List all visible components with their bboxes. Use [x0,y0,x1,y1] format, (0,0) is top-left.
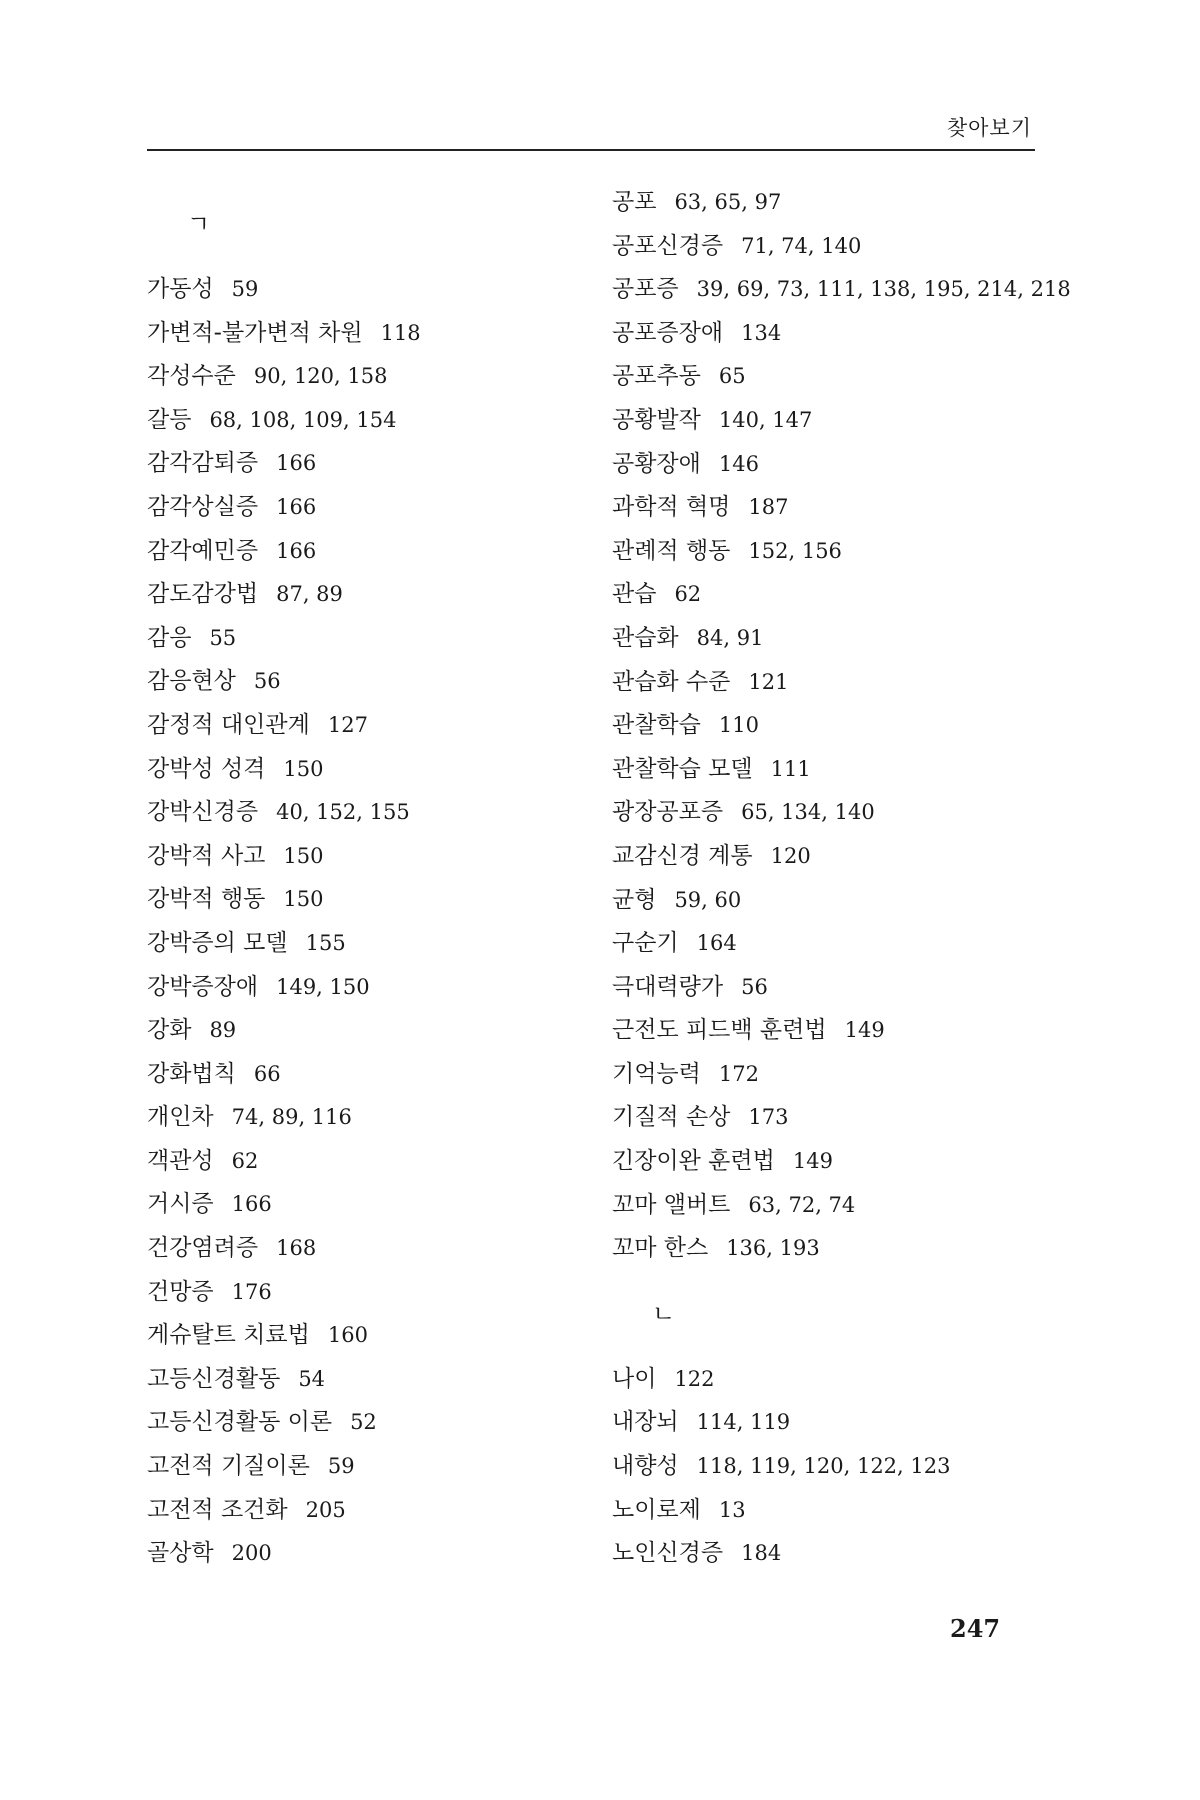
index-term: 고등신경활동 [147,1365,281,1392]
index-entry [147,922,577,966]
index-entry [147,660,577,704]
section-letter: ㄴ [652,1299,676,1328]
index-entry [612,486,1082,530]
index-page-refs: 187 [748,495,789,520]
index-entry [147,355,577,399]
index-page-refs: 166 [231,1192,272,1217]
index-entry-list [612,1358,1082,1576]
index-entry [147,878,577,922]
index-term: 고전적 조건화 [147,1496,288,1523]
index-page-refs: 118, 119, 120, 122, 123 [696,1454,951,1479]
index-entry [612,1489,1082,1533]
index-entry [612,835,1082,879]
index-term: 관습화 [612,624,679,651]
index-entry [147,835,577,879]
index-page-refs: 89 [209,1018,237,1043]
index-page-refs: 149, 150 [276,974,370,999]
index-entry [612,879,1082,923]
index-term: 강박성 성격 [147,755,266,782]
index-entry-list [147,268,577,1576]
index-entry [612,617,1082,661]
index-term: 내향성 [612,1453,679,1480]
index-term: 공포신경증 [612,232,724,259]
index-page-refs: 127 [327,712,368,737]
index-entry [147,1314,577,1358]
index-term: 노인신경증 [612,1540,724,1567]
index-page-refs: 68, 108, 109, 154 [209,407,397,432]
index-term: 강박증의 모델 [147,929,288,956]
index-page-refs: 40, 152, 155 [276,800,410,825]
index-entry [612,1096,1082,1140]
index-page-refs: 120 [770,843,811,868]
index-term: 감정적 대인관계 [147,711,310,738]
index-page-refs: 84, 91 [696,625,764,650]
index-entry [147,966,577,1010]
index-entry [612,181,1082,225]
index-term: 강박신경증 [147,799,259,826]
index-term: 관찰학습 모델 [612,755,753,782]
index-term: 개인차 [147,1104,214,1131]
index-entry [147,1532,577,1576]
index-page-refs: 184 [741,1541,782,1566]
index-page-refs: 166 [276,451,317,476]
index-page-refs: 166 [276,494,317,519]
index-term: 강박적 행동 [147,886,266,913]
index-page-refs: 62 [674,582,702,607]
index-page-refs: 74, 89, 116 [231,1105,352,1130]
page-number: 247 [950,1614,1001,1643]
index-entry [147,1053,577,1097]
index-term: 공포추동 [612,363,701,390]
index-page-refs: 176 [231,1279,272,1304]
index-page-refs: 87, 89 [276,582,343,607]
index-entry [612,922,1082,966]
index-term: 고전적 기질이론 [147,1453,310,1480]
index-entry [612,704,1082,748]
index-page-refs: 172 [718,1061,759,1086]
index-entry [147,1140,577,1184]
index-page-refs: 71, 74, 140 [741,233,862,258]
index-term: 골상학 [147,1540,214,1567]
index-term: 건망증 [147,1278,214,1305]
index-term: 균형 [612,886,657,913]
index-entry [147,617,577,661]
index-entry [612,1358,1082,1402]
index-page-refs: 152, 156 [748,538,842,563]
index-term: 각성수준 [147,363,236,390]
index-term: 가변적-불가변적 차원 [147,319,363,346]
index-entry [147,530,577,574]
index-page-refs: 146 [718,451,759,476]
index-page-refs: 63, 72, 74 [748,1192,856,1217]
index-entry [147,1271,577,1315]
index-entry [612,1401,1082,1445]
index-entry [147,442,577,486]
index-entry [147,791,577,835]
index-term: 관찰학습 [612,712,701,739]
index-term: 관례적 행동 [612,537,731,564]
index-entry [612,268,1082,312]
index-page-refs: 56 [253,669,281,694]
index-page-refs: 205 [305,1497,346,1522]
index-page-refs: 200 [231,1541,272,1566]
running-title: 찾아보기 [946,116,1032,140]
index-page-refs: 155 [305,930,346,955]
index-entry [612,661,1082,705]
index-term: 감응 [147,624,192,651]
index-term: 꼬마 한스 [612,1235,709,1262]
index-page-refs: 63, 65, 97 [674,190,782,214]
index-page-refs: 110 [718,713,759,738]
index-term: 긴장이완 훈련법 [612,1148,775,1175]
index-entry [147,1401,577,1445]
index-term: 관습화 수준 [612,668,731,695]
index-page-refs: 59 [231,277,259,301]
index-term: 공포증장애 [612,319,724,346]
index-page-refs: 140, 147 [718,407,813,432]
index-term: 감응현상 [147,668,236,695]
index-entry [147,1358,577,1402]
index-term: 노이로제 [612,1496,701,1523]
index-entry [612,530,1082,574]
index-entry [612,355,1082,399]
index-page-refs: 118 [380,320,421,345]
index-page-refs: 150 [283,887,324,912]
index-term: 가동성 [147,276,214,302]
index-page-refs: 150 [283,843,324,868]
index-term: 극대력량가 [612,973,724,1000]
index-entry [147,1009,577,1053]
index-page-refs: 168 [276,1236,317,1261]
index-term: 구순기 [612,930,679,957]
index-term: 공포증 [612,276,679,303]
index-page-refs: 173 [748,1105,789,1130]
index-entry [612,573,1082,617]
index-term: 나이 [612,1365,657,1392]
index-term: 거시증 [147,1191,214,1218]
index-entry [147,1227,577,1271]
index-term: 관습 [612,581,657,608]
index-page-refs: 134 [741,320,782,345]
index-entry [612,1445,1082,1489]
index-entry [612,225,1082,269]
index-page-refs: 121 [748,669,789,694]
index-term: 꼬마 앨버트 [612,1191,731,1218]
index-page-refs: 150 [283,756,324,781]
index-entry [612,791,1082,835]
index-page-refs: 149 [844,1018,885,1043]
index-page-refs: 65, 134, 140 [741,800,875,825]
index-term: 강화 [147,1017,192,1044]
index-page-refs: 62 [231,1148,259,1173]
index-term: 내장뇌 [612,1409,679,1436]
index-page-refs: 149 [792,1149,833,1174]
index-entry [147,748,577,792]
index-page-refs: 54 [298,1366,326,1391]
index-page-refs: 56 [741,974,768,999]
index-entry [147,1183,577,1227]
index-entry [612,443,1082,487]
index-term: 감각감퇴증 [147,450,259,477]
index-term: 감도감강법 [147,581,259,608]
left-column [147,181,577,1576]
index-term: 공황장애 [612,450,701,477]
index-entry [147,1445,577,1489]
index-entry [612,1532,1082,1576]
index-term: 감각예민증 [147,537,259,564]
index-entry [147,1096,577,1140]
index-entry [147,1489,577,1533]
index-term: 과학적 혁명 [612,494,731,521]
header-rule [147,149,1035,151]
index-page-refs: 39, 69, 73, 111, 138, 195, 214, 218 [696,277,1071,302]
index-page-refs: 59 [327,1454,355,1479]
index-entry [612,1140,1082,1184]
index-entry [612,1053,1082,1097]
index-term: 갈등 [147,406,192,433]
index-term: 광장공포증 [612,799,724,826]
index-term: 강박증장애 [147,973,259,1000]
index-term: 기억능력 [612,1060,701,1087]
index-term: 강박적 사고 [147,842,266,869]
index-term: 게슈탈트 치료법 [147,1322,310,1349]
index-term: 근전도 피드백 훈련법 [612,1017,827,1044]
index-term: 공포 [612,189,657,215]
index-page-refs: 66 [253,1061,281,1086]
index-entry [147,312,577,356]
index-term: 기질적 손상 [612,1104,731,1131]
index-page-refs: 13 [718,1497,746,1522]
index-entry [147,268,577,312]
index-page-refs: 136, 193 [726,1236,820,1261]
index-entry-list [612,181,1082,1271]
index-page-refs: 114, 119 [696,1410,791,1435]
index-term: 공황발작 [612,406,701,433]
index-page-refs: 160 [327,1323,368,1348]
index-entry [147,704,577,748]
index-entry [612,1227,1082,1271]
index-entry [612,1184,1082,1228]
index-term: 감각상실증 [147,493,259,520]
index-page-refs: 59, 60 [674,887,742,912]
right-column [612,181,1082,1576]
index-page-refs: 166 [276,538,317,563]
index-entry [612,312,1082,356]
index-entry [612,399,1082,443]
index-page-refs: 122 [674,1366,715,1391]
index-page-refs: 90, 120, 158 [253,364,388,389]
index-page-refs: 52 [350,1410,377,1435]
index-page-refs: 65 [718,364,746,389]
index-entry [612,1009,1082,1053]
index-entry [147,486,577,530]
index-term: 고등신경활동 이론 [147,1409,333,1436]
section-letter: ㄱ [187,210,211,238]
index-term: 객관성 [147,1147,214,1174]
index-page-refs: 164 [696,931,737,956]
index-entry [147,399,577,443]
index-term: 강화법칙 [147,1060,236,1087]
index-entry [147,573,577,617]
index-entry [612,748,1082,792]
index-term: 교감신경 계통 [612,842,753,869]
index-entry [612,966,1082,1010]
index-page-refs: 111 [770,756,811,781]
index-term: 건강염려증 [147,1235,259,1262]
index-page-refs: 55 [209,625,237,650]
